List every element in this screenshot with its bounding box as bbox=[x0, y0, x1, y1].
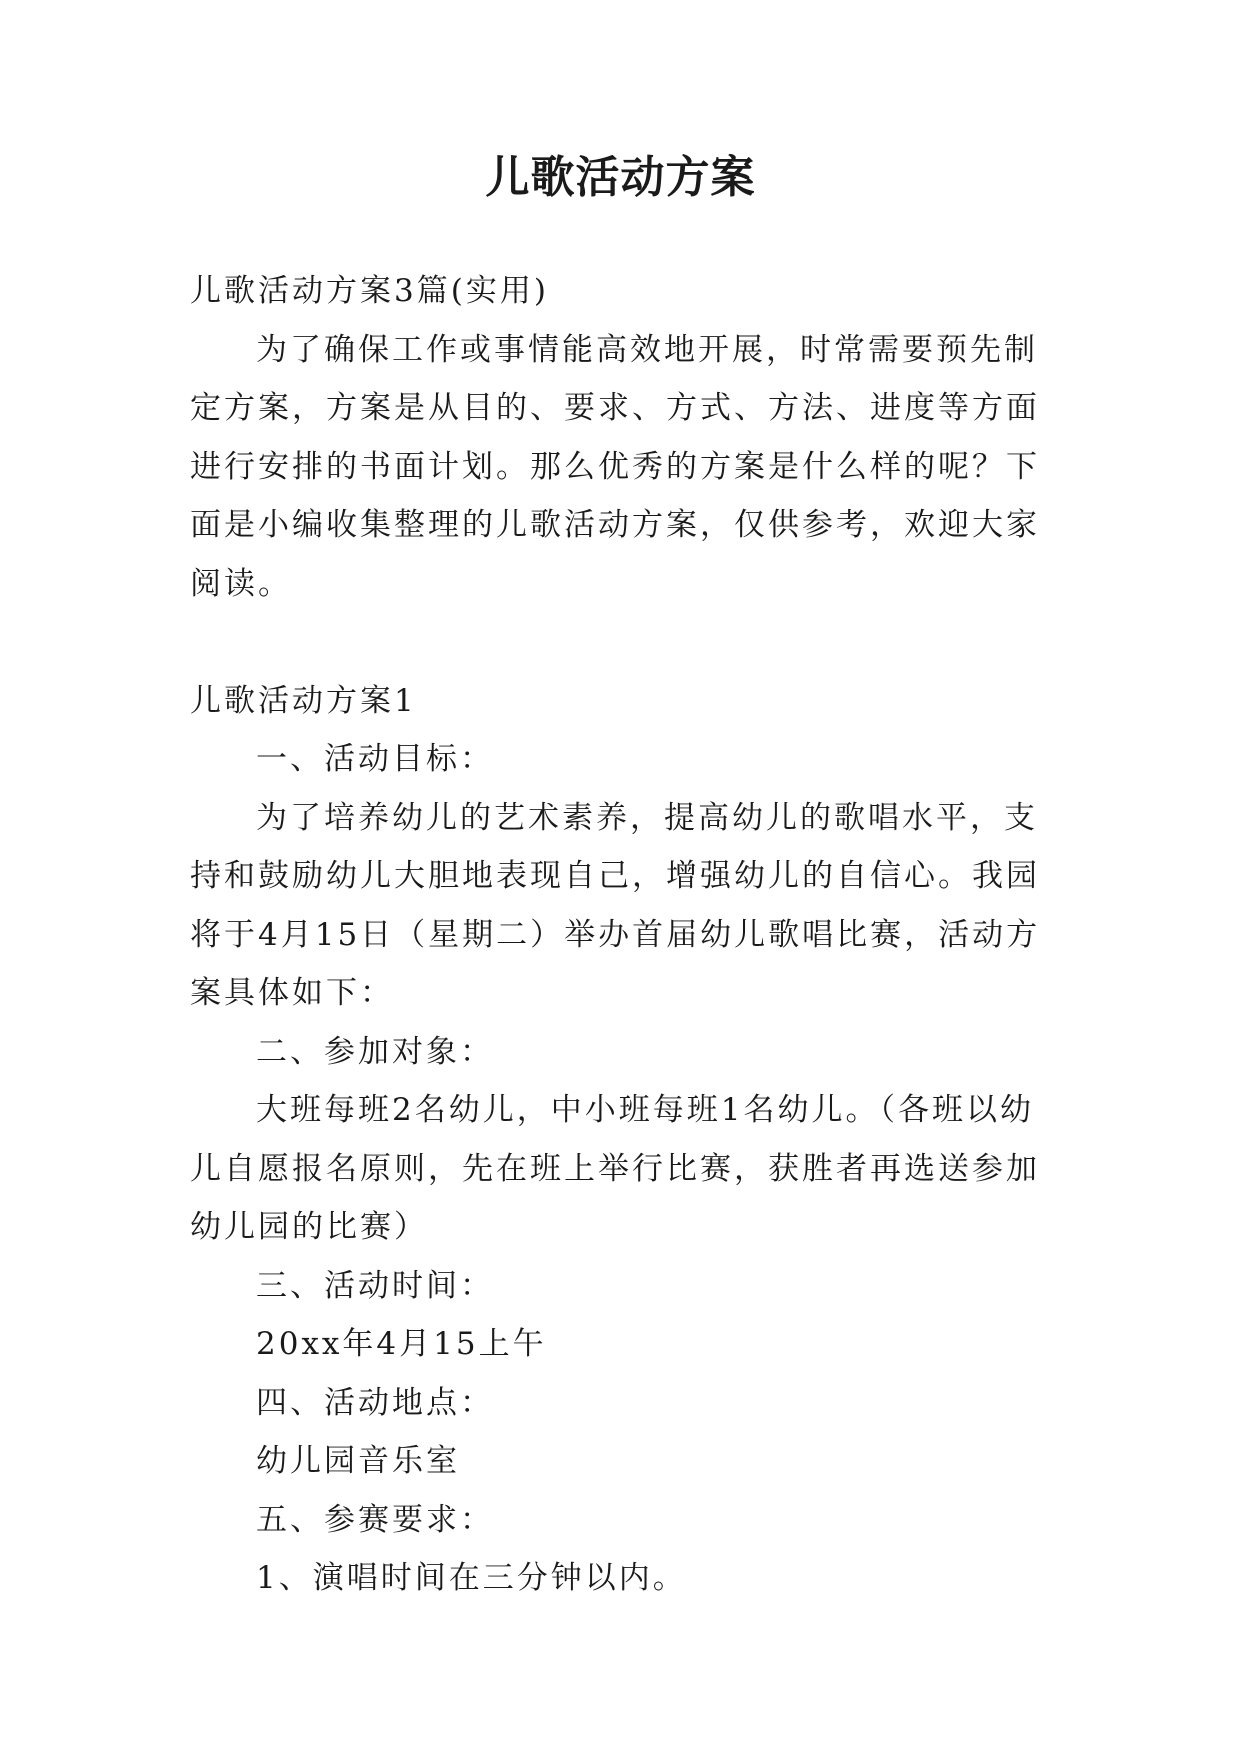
location-paragraph: 幼儿园音乐室 bbox=[256, 1443, 460, 1479]
intro-paragraph: 为了确保工作或事情能高效地开展，时常需要预先制定方案，方案是从目的、要求、方式、方法、进度等方面进行安排的书面计划。那么优秀的方案是什么样的呢？下面是小编收集整理的儿歌活动方案，仅供参考，欢迎大家阅读。 bbox=[190, 331, 1040, 602]
document-subtitle: 儿歌活动方案3篇(实用) bbox=[190, 273, 549, 309]
participants-paragraph: 大班每班2名幼儿，中小班每班1名幼儿。（各班以幼儿自愿报名原则，先在班上举行比赛，获胜者再选送参加幼儿园的比赛） bbox=[190, 1092, 1040, 1245]
document-title: 儿歌活动方案 bbox=[485, 152, 756, 203]
section-title: 儿歌活动方案1 bbox=[190, 682, 417, 719]
requirement-item: 1、演唱时间在三分钟以内。 bbox=[256, 1560, 687, 1596]
document-body bbox=[190, 262, 1050, 1608]
time-paragraph: 20xx年4月15上午 bbox=[256, 1326, 547, 1362]
heading-objective: 一、活动目标： bbox=[256, 741, 494, 777]
paragraph-gap bbox=[190, 613, 1050, 672]
heading-time: 三、活动时间： bbox=[256, 1267, 494, 1304]
heading-participants: 二、参加对象： bbox=[256, 1033, 494, 1070]
objective-paragraph: 为了培养幼儿的艺术素养，提高幼儿的歌唱水平，支持和鼓励幼儿大胆地表现自己，增强幼儿的自信心。我园将于4月15日（星期二）举办首届幼儿歌唱比赛，活动方案具体如下： bbox=[190, 799, 1041, 1011]
heading-requirements: 五、参赛要求： bbox=[256, 1501, 494, 1538]
heading-location: 四、活动地点： bbox=[256, 1384, 494, 1421]
